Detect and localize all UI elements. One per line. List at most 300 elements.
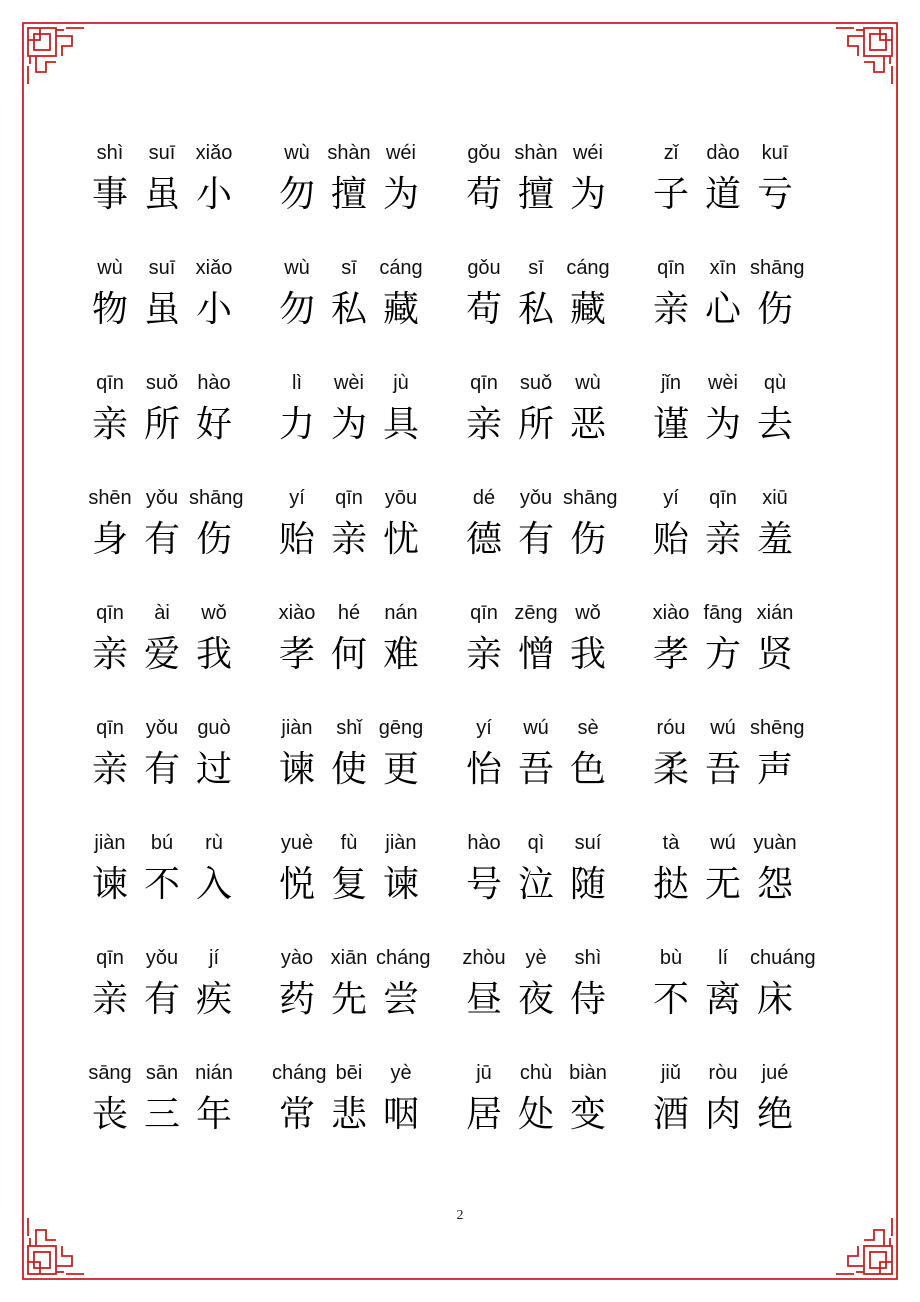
hanzi-character: 虽 (143, 289, 180, 330)
pinyin-label: yǒu (145, 947, 179, 969)
pinyin-label: róu (656, 717, 686, 739)
character-cell (376, 370, 436, 470)
pinyin-label: nián (195, 1062, 233, 1084)
pinyin-label: yǒu (519, 487, 553, 509)
character-cell (272, 600, 332, 700)
hanzi-character: 苟 (465, 289, 502, 330)
stanza-row (0, 830, 920, 930)
pinyin-label: suī (148, 142, 176, 164)
character-cell (324, 1060, 384, 1160)
character-cell (189, 485, 249, 585)
hanzi-character: 贻 (278, 519, 315, 560)
pinyin-label: dé (472, 487, 496, 509)
character-cell (189, 370, 249, 470)
hanzi-character: 亲 (91, 749, 128, 790)
hanzi-character: 先 (330, 979, 367, 1020)
character-cell (459, 140, 519, 240)
pinyin-label: chù (519, 1062, 553, 1084)
character-cell (563, 830, 623, 930)
pinyin-label: wǒ (575, 602, 601, 624)
hanzi-character: 子 (652, 174, 689, 215)
character-cell (563, 255, 623, 355)
character-cell (750, 945, 816, 1045)
character-cell (376, 255, 436, 355)
pinyin-label: cháng (376, 947, 431, 969)
hanzi-character: 吾 (704, 749, 741, 790)
character-cell (459, 600, 519, 700)
character-cell (376, 485, 436, 585)
hanzi-character: 无 (704, 864, 741, 905)
hanzi-character: 去 (756, 404, 793, 445)
pinyin-label: lí (718, 947, 728, 969)
corner-ornament-top-left (23, 23, 90, 90)
pinyin-label: jué (761, 1062, 789, 1084)
hanzi-character: 藏 (382, 289, 419, 330)
character-cell (272, 370, 332, 470)
pinyin-label: yuàn (753, 832, 797, 854)
hanzi-character: 泣 (517, 864, 554, 905)
character-cell (750, 255, 810, 355)
character-cell (646, 945, 706, 1045)
hanzi-character: 亏 (756, 174, 793, 215)
hanzi-character: 常 (278, 1094, 315, 1135)
pinyin-label: qì (527, 832, 545, 854)
hanzi-character: 昼 (465, 979, 502, 1020)
hanzi-character: 亲 (91, 404, 128, 445)
hanzi-character: 使 (330, 749, 367, 790)
character-cell (85, 370, 145, 470)
hanzi-character: 亲 (330, 519, 367, 560)
pinyin-label: shǐ (336, 717, 362, 739)
hanzi-character: 号 (465, 864, 502, 905)
hanzi-character: 小 (195, 174, 232, 215)
hanzi-character: 肉 (704, 1094, 741, 1135)
pinyin-label: ròu (708, 1062, 738, 1084)
stanza-row (0, 485, 920, 585)
pinyin-label: qīn (709, 487, 737, 509)
pinyin-label: qīn (96, 947, 124, 969)
character-cell (85, 485, 145, 585)
hanzi-character: 具 (382, 404, 419, 445)
character-cell (189, 945, 249, 1045)
character-cell (459, 715, 519, 815)
character-cell (376, 830, 436, 930)
pinyin-label: sāng (88, 1062, 132, 1084)
pinyin-label: jí (209, 947, 219, 969)
pinyin-label: suǒ (519, 372, 553, 394)
character-cell (511, 600, 571, 700)
hanzi-character: 所 (517, 404, 554, 445)
pinyin-label: shēn (88, 487, 132, 509)
pinyin-label: bēi (335, 1062, 363, 1084)
character-cell (511, 945, 571, 1045)
character-cell (272, 830, 332, 930)
character-cell (563, 370, 623, 470)
hanzi-character: 羞 (756, 519, 793, 560)
hanzi-character: 谏 (278, 749, 315, 790)
hanzi-character: 疾 (195, 979, 232, 1020)
character-cell (511, 485, 571, 585)
hanzi-character: 吾 (517, 749, 554, 790)
hanzi-character: 有 (143, 519, 180, 560)
hanzi-character: 床 (756, 979, 793, 1020)
character-cell (85, 600, 145, 700)
character-cell (750, 370, 810, 470)
pinyin-label: xiào (278, 602, 316, 624)
hanzi-character: 色 (569, 749, 606, 790)
character-cell (698, 830, 758, 930)
character-cell (137, 1060, 197, 1160)
character-cell (324, 945, 384, 1045)
character-cell (272, 715, 332, 815)
hanzi-character: 身 (91, 519, 128, 560)
hanzi-character: 绝 (756, 1094, 793, 1135)
hanzi-character: 孝 (278, 634, 315, 675)
pinyin-label: xīn (709, 257, 737, 279)
hanzi-character: 何 (330, 634, 367, 675)
hanzi-character: 随 (569, 864, 606, 905)
hanzi-character: 变 (569, 1094, 606, 1135)
pinyin-label: biàn (569, 1062, 607, 1084)
pinyin-label: jù (393, 372, 409, 394)
pinyin-label: qīn (96, 602, 124, 624)
hanzi-character: 有 (517, 519, 554, 560)
pinyin-label: yí (289, 487, 305, 509)
pinyin-label: wèi (707, 372, 738, 394)
hanzi-character: 亲 (704, 519, 741, 560)
pinyin-label: cáng (379, 257, 423, 279)
hanzi-character: 苟 (465, 174, 502, 215)
pinyin-label: wù (284, 257, 310, 279)
character-cell (563, 1060, 623, 1160)
character-cell (85, 1060, 145, 1160)
hanzi-character: 伤 (756, 289, 793, 330)
character-cell (511, 830, 571, 930)
pinyin-label: yè (525, 947, 547, 969)
character-cell (137, 485, 197, 585)
hanzi-character: 恶 (569, 404, 606, 445)
hanzi-character: 咽 (382, 1094, 419, 1135)
pinyin-label: xiān (330, 947, 368, 969)
pinyin-label: jiàn (281, 717, 313, 739)
hanzi-character: 为 (704, 404, 741, 445)
pinyin-label: zhòu (462, 947, 506, 969)
hanzi-character: 悦 (278, 864, 315, 905)
character-cell (698, 370, 758, 470)
character-cell (324, 370, 384, 470)
hanzi-character: 谏 (382, 864, 419, 905)
pinyin-label: jiàn (94, 832, 126, 854)
pinyin-label: xiū (762, 487, 788, 509)
pinyin-label: yuè (280, 832, 314, 854)
pinyin-label: wéi (385, 142, 416, 164)
pinyin-label: zēng (514, 602, 558, 624)
hanzi-character: 忧 (382, 519, 419, 560)
character-cell (137, 830, 197, 930)
character-cell (189, 600, 249, 700)
hanzi-character: 怡 (465, 749, 502, 790)
pinyin-label: qīn (96, 372, 124, 394)
character-cell (189, 715, 249, 815)
character-cell (272, 485, 332, 585)
hanzi-character: 孝 (652, 634, 689, 675)
character-cell (511, 255, 571, 355)
character-cell (646, 140, 706, 240)
character-cell (511, 140, 571, 240)
character-cell (376, 715, 436, 815)
pinyin-label: gǒu (467, 142, 501, 164)
pinyin-label: kuī (761, 142, 789, 164)
pinyin-label: fù (340, 832, 358, 854)
character-cell (563, 140, 623, 240)
character-cell (376, 140, 436, 240)
pinyin-label: yí (663, 487, 679, 509)
pinyin-label: wù (575, 372, 601, 394)
character-cell (137, 140, 197, 240)
hanzi-character: 过 (195, 749, 232, 790)
pinyin-label: bù (659, 947, 683, 969)
character-cell (459, 945, 519, 1045)
pinyin-label: wú (710, 717, 736, 739)
character-cell (85, 140, 145, 240)
character-cell (750, 140, 810, 240)
pinyin-label: qù (763, 372, 787, 394)
hanzi-character: 贤 (756, 634, 793, 675)
pinyin-label: suǒ (145, 372, 179, 394)
character-cell (698, 255, 758, 355)
pinyin-label: chuáng (750, 947, 816, 969)
character-cell (563, 945, 623, 1045)
hanzi-character: 亲 (91, 634, 128, 675)
stanza-row (0, 140, 920, 240)
pinyin-label: hé (337, 602, 361, 624)
hanzi-character: 夜 (517, 979, 554, 1020)
character-cell (459, 485, 519, 585)
stanza-row (0, 1060, 920, 1160)
pinyin-label: yí (476, 717, 492, 739)
character-cell (750, 1060, 810, 1160)
hanzi-character: 事 (91, 174, 128, 215)
character-cell (459, 255, 519, 355)
character-cell (698, 140, 758, 240)
hanzi-character: 憎 (517, 634, 554, 675)
character-cell (646, 830, 706, 930)
character-cell (272, 945, 332, 1045)
character-cell (85, 945, 145, 1045)
pinyin-label: wú (710, 832, 736, 854)
hanzi-character: 我 (569, 634, 606, 675)
hanzi-character: 不 (143, 864, 180, 905)
pinyin-label: wù (97, 257, 123, 279)
pinyin-label: gēng (378, 717, 424, 739)
pinyin-label: yǒu (145, 487, 179, 509)
pinyin-label: qīn (657, 257, 685, 279)
hanzi-character: 谏 (91, 864, 128, 905)
pinyin-label: shāng (563, 487, 618, 509)
hanzi-character: 小 (195, 289, 232, 330)
pinyin-label: suí (574, 832, 602, 854)
pinyin-label: jǐn (660, 372, 681, 394)
hanzi-character: 勿 (278, 174, 315, 215)
hanzi-character: 年 (195, 1094, 232, 1135)
character-cell (137, 370, 197, 470)
hanzi-character: 有 (143, 749, 180, 790)
pinyin-label: shàn (514, 142, 558, 164)
hanzi-character: 药 (278, 979, 315, 1020)
pinyin-label: xián (756, 602, 794, 624)
character-cell (272, 255, 332, 355)
character-cell (324, 600, 384, 700)
character-cell (698, 945, 758, 1045)
character-cell (646, 715, 706, 815)
hanzi-character: 私 (517, 289, 554, 330)
hanzi-character: 处 (517, 1094, 554, 1135)
character-cell (511, 1060, 571, 1160)
character-cell (137, 600, 197, 700)
pinyin-label: rù (205, 832, 223, 854)
hanzi-character: 悲 (330, 1094, 367, 1135)
character-cell (698, 600, 758, 700)
character-cell (646, 600, 706, 700)
pinyin-label: wǒ (201, 602, 227, 624)
character-cell (459, 1060, 519, 1160)
character-cell (563, 715, 623, 815)
hanzi-character: 怨 (756, 864, 793, 905)
character-cell (324, 255, 384, 355)
hanzi-character: 物 (91, 289, 128, 330)
character-cell (750, 715, 810, 815)
hanzi-character: 德 (465, 519, 502, 560)
hanzi-character: 复 (330, 864, 367, 905)
stanza-row (0, 945, 920, 1045)
pinyin-label: fāng (703, 602, 743, 624)
hanzi-character: 私 (330, 289, 367, 330)
pinyin-label: cháng (272, 1062, 327, 1084)
pinyin-label: yào (280, 947, 314, 969)
character-cell (750, 485, 810, 585)
pinyin-label: xiǎo (195, 257, 233, 279)
hanzi-character: 心 (704, 289, 741, 330)
character-cell (324, 485, 384, 585)
pinyin-label: qīn (96, 717, 124, 739)
character-cell (563, 485, 623, 585)
pinyin-label: wù (284, 142, 310, 164)
hanzi-character: 为 (569, 174, 606, 215)
pinyin-label: qīn (470, 602, 498, 624)
pinyin-label: shàn (327, 142, 371, 164)
pinyin-label: tà (662, 832, 680, 854)
page-number: 2 (456, 1208, 464, 1223)
character-cell (511, 370, 571, 470)
character-cell (646, 485, 706, 585)
character-cell (459, 830, 519, 930)
hanzi-character: 酒 (652, 1094, 689, 1135)
pinyin-label: sī (528, 257, 544, 279)
hanzi-character: 亲 (652, 289, 689, 330)
pinyin-label: shēng (750, 717, 805, 739)
pinyin-label: bú (150, 832, 174, 854)
pinyin-label: wú (523, 717, 549, 739)
hanzi-character: 贻 (652, 519, 689, 560)
pinyin-label: qīn (470, 372, 498, 394)
character-cell (272, 140, 332, 240)
hanzi-character: 道 (704, 174, 741, 215)
hanzi-character: 所 (143, 404, 180, 445)
pinyin-label: shāng (189, 487, 244, 509)
stanza-row (0, 600, 920, 700)
character-cell (137, 255, 197, 355)
pinyin-label: cáng (566, 257, 610, 279)
pinyin-label: lì (292, 372, 302, 394)
pinyin-label: shì (96, 142, 124, 164)
hanzi-character: 我 (195, 634, 232, 675)
hanzi-character: 擅 (517, 174, 554, 215)
pinyin-label: hào (197, 372, 231, 394)
character-cell (137, 715, 197, 815)
hanzi-character: 离 (704, 979, 741, 1020)
pinyin-label: yǒu (145, 717, 179, 739)
hanzi-character: 好 (195, 404, 232, 445)
pinyin-label: yōu (384, 487, 418, 509)
hanzi-character: 谨 (652, 404, 689, 445)
hanzi-character: 擅 (330, 174, 367, 215)
hanzi-character: 居 (465, 1094, 502, 1135)
character-cell (646, 370, 706, 470)
stanza-row (0, 370, 920, 470)
hanzi-character: 侍 (569, 979, 606, 1020)
character-cell (698, 1060, 758, 1160)
character-cell (189, 255, 249, 355)
pinyin-label: jū (476, 1062, 492, 1084)
character-cell (698, 715, 758, 815)
hanzi-character: 尝 (382, 979, 419, 1020)
hanzi-character: 亲 (465, 634, 502, 675)
character-cell (189, 1060, 249, 1160)
hanzi-character: 伤 (569, 519, 606, 560)
pinyin-label: jiàn (385, 832, 417, 854)
hanzi-character: 亲 (91, 979, 128, 1020)
pinyin-label: jiǔ (660, 1062, 681, 1084)
pinyin-label: suī (148, 257, 176, 279)
character-cell (85, 255, 145, 355)
stanza-row (0, 715, 920, 815)
pinyin-label: sān (145, 1062, 179, 1084)
character-cell (324, 140, 384, 240)
character-cell (85, 830, 145, 930)
hanzi-character: 伤 (195, 519, 232, 560)
character-cell (324, 830, 384, 930)
stanza-row (0, 255, 920, 355)
hanzi-character: 为 (382, 174, 419, 215)
pinyin-label: wéi (572, 142, 603, 164)
character-cell (646, 255, 706, 355)
hanzi-character: 力 (278, 404, 315, 445)
pinyin-label: wèi (333, 372, 364, 394)
hanzi-character: 藏 (569, 289, 606, 330)
pinyin-label: zǐ (663, 142, 679, 164)
character-cell (376, 945, 436, 1045)
pinyin-label: guò (197, 717, 231, 739)
character-cell (646, 1060, 706, 1160)
hanzi-character: 虽 (143, 174, 180, 215)
pinyin-label: xiào (652, 602, 690, 624)
character-cell (750, 830, 810, 930)
pinyin-label: yè (390, 1062, 412, 1084)
pinyin-label: qīn (335, 487, 363, 509)
character-cell (376, 1060, 436, 1160)
pinyin-label: sè (577, 717, 599, 739)
pinyin-label: hào (467, 832, 501, 854)
